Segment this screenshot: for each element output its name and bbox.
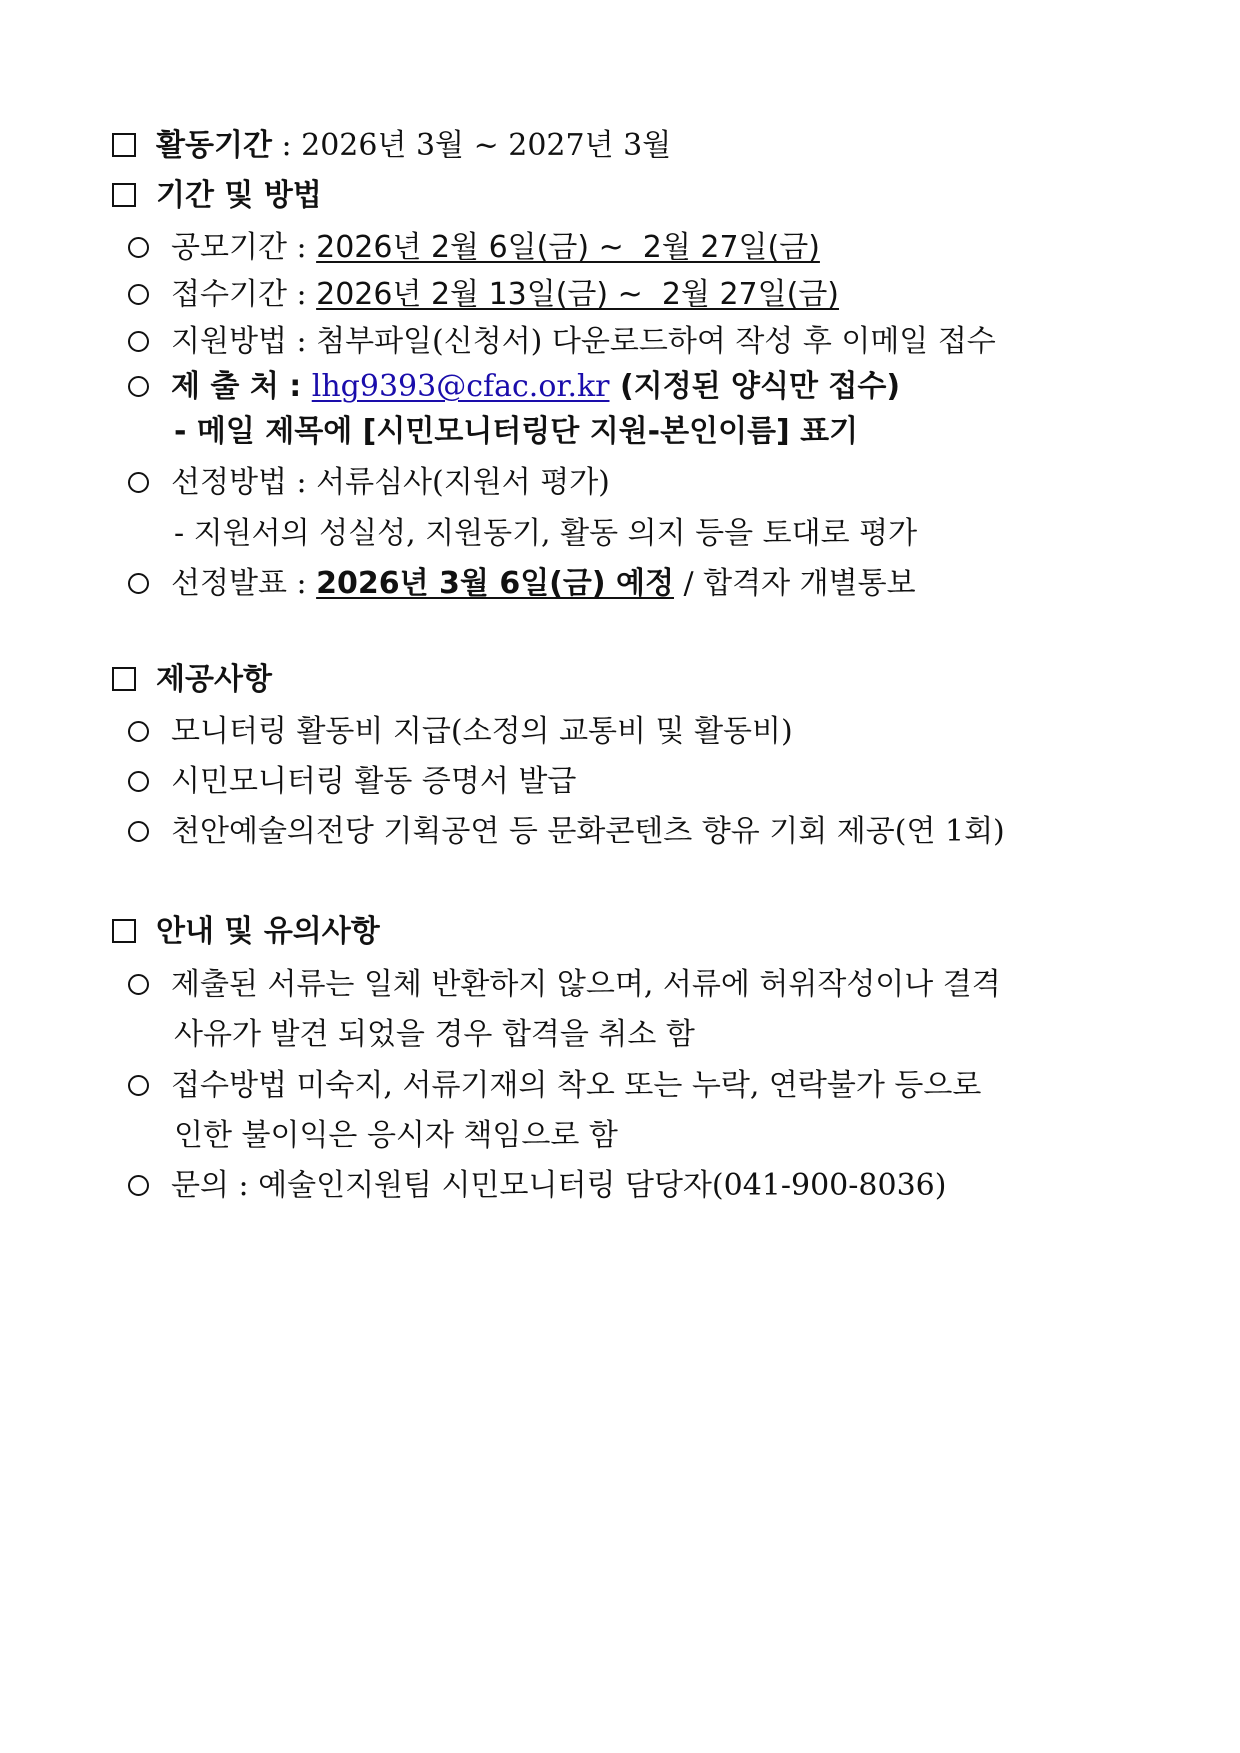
list-item-apply-method <box>128 322 996 362</box>
contact-text: 문의 : 예술인지원팀 시민모니터링 담당자(041-900-8036) <box>171 1168 947 1203</box>
circle-bullet-icon <box>128 1175 149 1196</box>
list-item-application-period <box>128 228 820 268</box>
section-heading-benefits: 제공사항 <box>156 662 272 697</box>
item-label: 접수기간 <box>171 277 287 312</box>
list-item-notice <box>128 1066 981 1106</box>
sub-item-email-subject <box>174 412 858 452</box>
notice-text-line2: 사유가 발견 되었을 경우 합격을 취소 함 <box>174 1017 695 1052</box>
evaluation-criteria-text: - 지원서의 성실성, 지원동기, 활동 의지 등을 토대로 평가 <box>174 516 918 551</box>
item-label: 공모기간 <box>171 230 287 265</box>
list-item-announcement <box>128 564 916 604</box>
email-link[interactable]: lhg9393@cfac.or.kr <box>311 369 610 404</box>
list-item-benefit <box>128 712 793 752</box>
section-benefits <box>112 660 272 700</box>
circle-bullet-icon <box>128 721 149 742</box>
submit-note: (지정된 양식만 접수) <box>609 369 901 404</box>
apply-method-value: 첨부파일(신청서) 다운로드하여 작성 후 이메일 접수 <box>316 324 996 359</box>
colon-separator: : <box>286 230 317 265</box>
checkbox-square-icon <box>112 919 136 943</box>
colon-separator: : <box>278 369 312 404</box>
section-heading-activity-period: 활동기간 <box>156 128 272 163</box>
notice-text-line1: 접수방법 미숙지, 서류기재의 착오 또는 누락, 연락불가 등으로 <box>171 1068 982 1103</box>
circle-bullet-icon <box>128 472 149 493</box>
list-item-selection-method <box>128 463 610 503</box>
checkbox-square-icon <box>112 667 136 691</box>
circle-bullet-icon <box>128 1075 149 1096</box>
section-schedule-method <box>112 176 322 216</box>
notice-text-line1: 제출된 서류는 일체 반환하지 않으며, 서류에 허위작성이나 결격 <box>171 967 1001 1002</box>
colon-separator: : <box>286 566 317 601</box>
item-label: 선정방법 <box>171 465 287 500</box>
circle-bullet-icon <box>128 974 149 995</box>
circle-bullet-icon <box>128 376 149 397</box>
checkbox-square-icon <box>112 133 136 157</box>
circle-bullet-icon <box>128 284 149 305</box>
section-activity-period <box>112 126 671 166</box>
activity-period-value: 2026년 3월 ~ 2027년 3월 <box>301 128 672 163</box>
section-heading-notice: 안내 및 유의사항 <box>156 914 380 949</box>
notice-text-line2: 인한 불이익은 응시자 책임으로 함 <box>174 1118 618 1153</box>
benefit-text: 천안예술의전당 기획공연 등 문화콘텐츠 향유 기회 제공(연 1회) <box>171 814 1005 849</box>
list-item-notice-continued <box>174 1116 618 1156</box>
selection-method-value: 서류심사(지원서 평가) <box>316 465 610 500</box>
list-item-benefit <box>128 762 576 802</box>
circle-bullet-icon <box>128 573 149 594</box>
receipt-period-value: 2026년 2월 13일(금) ~ 2월 27일(금) <box>316 277 840 312</box>
circle-bullet-icon <box>128 771 149 792</box>
section-notice <box>112 912 380 952</box>
announcement-date-value: 2026년 3월 6일(금) 예정 <box>316 566 674 601</box>
email-subject-instruction: - 메일 제목에 [시민모니터링단 지원-본인이름] 표기 <box>174 414 859 449</box>
item-label: 제 출 처 <box>171 369 279 404</box>
circle-bullet-icon <box>128 821 149 842</box>
circle-bullet-icon <box>128 237 149 258</box>
colon-separator: : <box>286 465 317 500</box>
list-item-notice <box>128 965 1001 1005</box>
list-item-contact <box>128 1166 946 1206</box>
announcement-after-text: / 합격자 개별통보 <box>674 566 916 601</box>
list-item-submit-to <box>128 367 900 407</box>
benefit-text: 시민모니터링 활동 증명서 발급 <box>171 764 577 799</box>
benefit-text: 모니터링 활동비 지급(소정의 교통비 및 활동비) <box>171 714 793 749</box>
circle-bullet-icon <box>128 331 149 352</box>
list-item-receipt-period <box>128 275 839 315</box>
colon-separator: : <box>286 324 317 359</box>
sub-item-evaluation-criteria <box>174 514 917 554</box>
list-item-notice-continued <box>174 1015 695 1055</box>
colon-separator: : <box>271 128 302 163</box>
item-label: 선정발표 <box>171 566 287 601</box>
application-period-value: 2026년 2월 6일(금) ~ 2월 27일(금) <box>316 230 820 265</box>
item-label: 지원방법 <box>171 324 287 359</box>
checkbox-square-icon <box>112 183 136 207</box>
colon-separator: : <box>286 277 317 312</box>
list-item-benefit <box>128 812 1005 852</box>
section-heading-schedule-method: 기간 및 방법 <box>156 178 322 213</box>
